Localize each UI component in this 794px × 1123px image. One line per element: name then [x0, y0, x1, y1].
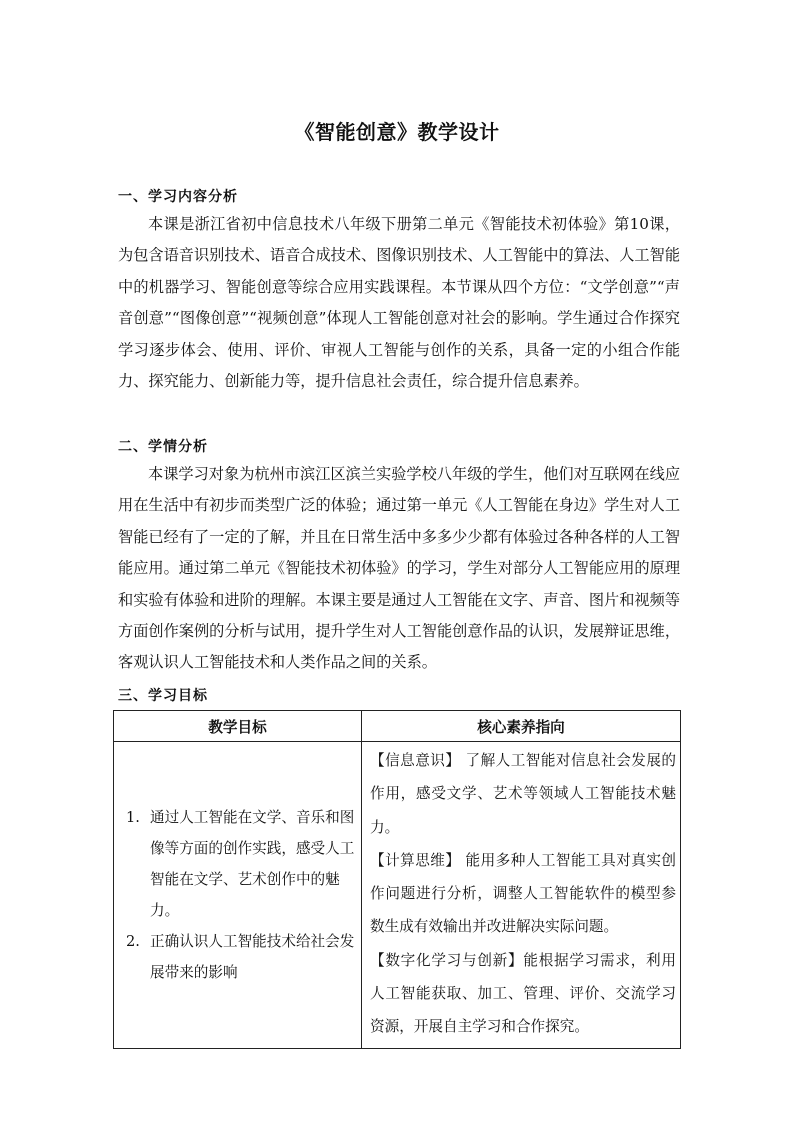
goal-text: 通过人工智能在文学、音乐和图像等方面的创作实践，感受人工智能在文学、艺术创作中的魅力。 — [150, 808, 355, 919]
learning-goals-table — [113, 710, 681, 1049]
table-row — [114, 742, 681, 1049]
table-header-row — [114, 711, 681, 742]
core-literacy-cell — [362, 742, 681, 1049]
section-heading-learner-analysis: 二、学情分析 — [118, 439, 208, 455]
table-header-teaching-goals: 教学目标 — [114, 711, 362, 742]
literacy-text: 能用多种人工智能工具对真实创作问题进行分析，调整人工智能软件的模型参数生成有效输出并改进解决实际问题。 — [370, 851, 676, 936]
section-text-content-analysis: 本课是浙江省初中信息技术八年级下册第二单元《智能技术初体验》第10课，为包含语音识别技术、语音合成技术、图像识别技术、人工智能中的算法、人工智能中的机器学习、智能创意等综合应用实践课程。本节课从四个方位：“文学创意”“声音创意”“图像创意”“视频创意”体现人工智能创意对社会的影响。学生通过合作探究学习逐步体会、使用、评价、审视人工智能与创作的关系，具备一定的小组合作能力、探究能力、创新能力等，提升信息社会责任，综合提升信息素养。 — [118, 215, 680, 391]
list-item — [120, 926, 355, 988]
literacy-text: 了解人工智能对信息社会发展的作用，感受文学、艺术等领域人工智能技术魅力。 — [370, 752, 676, 836]
literacy-item-digital-learning — [370, 944, 676, 1044]
literacy-tag: 【信息意识】 — [370, 752, 461, 769]
section-heading-content-analysis: 一、学习内容分析 — [118, 189, 238, 205]
document-title: 《智能创意》教学设计 — [294, 120, 500, 144]
goal-text: 正确认识人工智能技术给社会发展带来的影响 — [150, 932, 355, 981]
literacy-item-computational-thinking — [370, 844, 676, 944]
goal-list — [120, 802, 355, 988]
literacy-tag: 【计算思维】 — [370, 851, 461, 869]
literacy-tag: 【数字化学习与创新】 — [370, 951, 524, 969]
table-header-core-literacy: 核心素养指向 — [362, 711, 681, 742]
literacy-text: 能根据学习需求，利用人工智能获取、加工、管理、评价、交流学习资源，开展自主学习和合作探究。 — [370, 951, 676, 1036]
section-text-learner-analysis: 本课学习对象为杭州市滨江区滨兰实验学校八年级的学生，他们对互联网在线应用在生活中有初步而类型广泛的体验；通过第一单元《人工智能在身边》学生对人工智能已经有了一定的了解，并且在日常生活中多多少少都有体验过各种各样的人工智能应用。通过第二单元《智能技术初体验》的学习，学生对部分人工智能应用的原理和实验有体验和进阶的理解。本课主要是通过人工智能在文字、声音、图片和视频等方面创作案例的分析与试用，提升学生对人工智能创意作品的认识，发展辩证思维，客观认识人工智能技术和人类作品之间的关系。 — [118, 465, 680, 672]
literacy-item-information-awareness — [370, 744, 676, 844]
teaching-goals-cell — [114, 742, 362, 1049]
list-item — [120, 802, 355, 926]
goal-number: 1. — [126, 808, 140, 826]
section-heading-learning-goals: 三、学习目标 — [118, 688, 208, 704]
goal-number: 2. — [126, 932, 140, 950]
